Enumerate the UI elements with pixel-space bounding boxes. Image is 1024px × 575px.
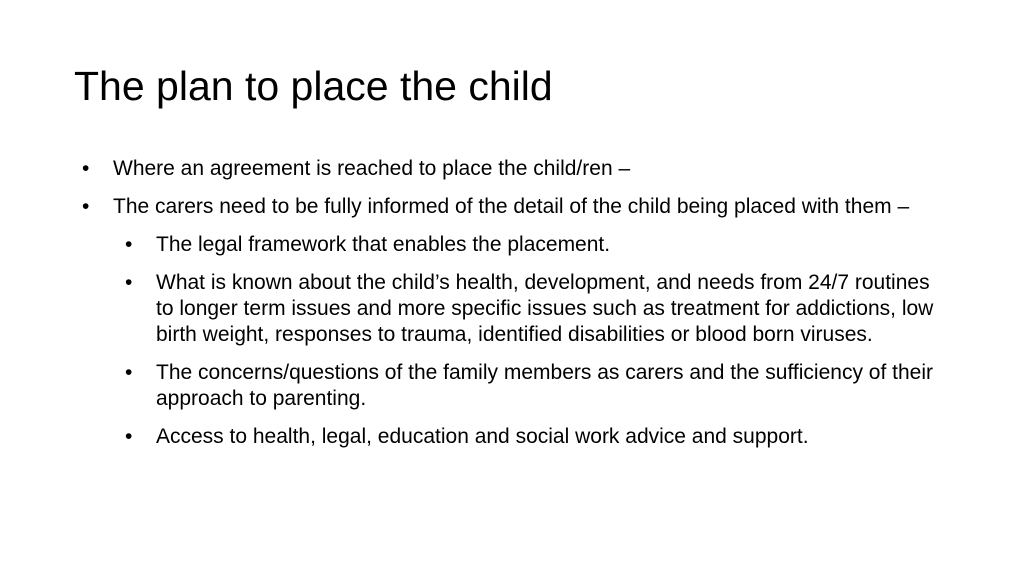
- bullet-text: Access to health, legal, education and social work advice and support.: [156, 425, 809, 448]
- bullet-dot-icon: •: [125, 361, 133, 384]
- slide-body: [82, 156, 962, 462]
- sub-bullet-item: [125, 270, 946, 348]
- sub-bullet-item: [125, 232, 946, 258]
- bullet-dot-icon: •: [125, 425, 133, 448]
- bullet-text: The concerns/questions of the family members as carers and the sufficiency of their approach to parenting.: [156, 361, 933, 410]
- bullet-text: The carers need to be fully informed of the detail of the child being placed with them –: [113, 195, 910, 218]
- bullet-text: The legal framework that enables the placement.: [156, 233, 611, 256]
- bullet-dot-icon: •: [82, 195, 90, 218]
- sub-bullet-item: [125, 424, 946, 450]
- slide-title: The plan to place the child: [74, 63, 553, 109]
- bullet-text: What is known about the child’s health, development, and needs from 24/7 routines to longer term issues and more specific issues such as treatment for addictions, low birth weight, responses to trauma, identified disabilities or blood born viruses.: [156, 271, 934, 346]
- bullet-dot-icon: •: [82, 157, 90, 180]
- sub-bullet-item: [125, 360, 946, 412]
- bullet-text: Where an agreement is reached to place the child/ren –: [113, 157, 631, 180]
- bullet-dot-icon: •: [125, 271, 133, 294]
- bullet-item: [82, 156, 962, 182]
- bullet-dot-icon: •: [125, 233, 133, 256]
- bullet-item: [82, 194, 962, 220]
